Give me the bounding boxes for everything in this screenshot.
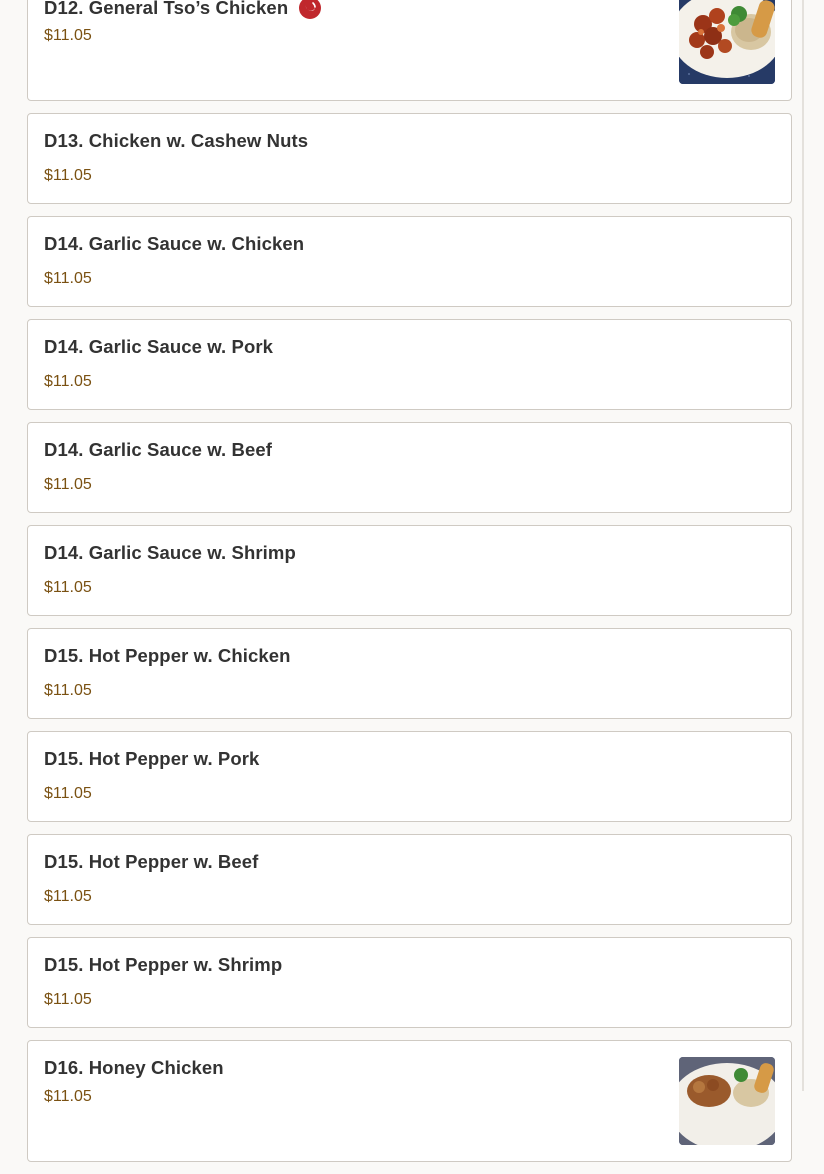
menu-item-name: D15. Hot Pepper w. Beef bbox=[44, 851, 259, 872]
menu-item-header bbox=[44, 645, 291, 667]
menu-item-list bbox=[27, 0, 792, 1174]
menu-item-card[interactable] bbox=[27, 0, 792, 101]
menu-item-price: $11.05 bbox=[44, 476, 92, 493]
menu-item-header bbox=[44, 0, 322, 20]
menu-item-name: D14. Garlic Sauce w. Shrimp bbox=[44, 542, 296, 563]
menu-item-header bbox=[44, 130, 308, 152]
menu-item-card[interactable] bbox=[27, 628, 792, 719]
menu-item-name: D12. General Tso’s Chicken bbox=[44, 0, 289, 18]
menu-item-card[interactable] bbox=[27, 525, 792, 616]
menu-item-photo bbox=[679, 0, 775, 84]
menu-item-card[interactable] bbox=[27, 216, 792, 307]
menu-item-header bbox=[44, 851, 258, 873]
menu-item-name: D15. Hot Pepper w. Chicken bbox=[44, 645, 291, 666]
menu-item-price: $11.05 bbox=[44, 991, 92, 1008]
menu-item-price: $11.05 bbox=[44, 27, 92, 44]
menu-item-name: D14. Garlic Sauce w. Chicken bbox=[44, 233, 305, 254]
menu-item-photo bbox=[679, 1057, 775, 1145]
menu-item-card[interactable] bbox=[27, 1040, 792, 1162]
menu-item-card[interactable] bbox=[27, 422, 792, 513]
menu-item-price: $11.05 bbox=[44, 888, 92, 905]
menu-item-price: $11.05 bbox=[44, 579, 92, 596]
menu-item-header bbox=[44, 336, 273, 358]
menu-item-name: D15. Hot Pepper w. Shrimp bbox=[44, 954, 283, 975]
menu-item-card[interactable] bbox=[27, 113, 792, 204]
menu-item-card[interactable] bbox=[27, 731, 792, 822]
menu-item-name: D14. Garlic Sauce w. Beef bbox=[44, 439, 273, 460]
menu-item-price: $11.05 bbox=[44, 1088, 92, 1105]
menu-item-card[interactable] bbox=[27, 834, 792, 925]
menu-item-header bbox=[44, 439, 272, 461]
menu-item-name: D13. Chicken w. Cashew Nuts bbox=[44, 130, 309, 151]
page-scroll-edge bbox=[802, 0, 804, 1091]
menu-item-header bbox=[44, 954, 282, 976]
menu-item-price: $11.05 bbox=[44, 373, 92, 390]
menu-item-name: D16. Honey Chicken bbox=[44, 1057, 224, 1078]
menu-item-header bbox=[44, 233, 304, 255]
menu-item-name: D14. Garlic Sauce w. Pork bbox=[44, 336, 274, 357]
menu-item-price: $11.05 bbox=[44, 270, 92, 287]
hot-pepper-icon bbox=[298, 0, 322, 20]
menu-item-price: $11.05 bbox=[44, 682, 92, 699]
menu-item-name: D15. Hot Pepper w. Pork bbox=[44, 748, 260, 769]
menu-item-price: $11.05 bbox=[44, 167, 92, 184]
menu-item-price: $11.05 bbox=[44, 785, 92, 802]
menu-item-card[interactable] bbox=[27, 319, 792, 410]
menu-item-header bbox=[44, 542, 296, 564]
menu-item-header bbox=[44, 1057, 224, 1079]
menu-item-card[interactable] bbox=[27, 937, 792, 1028]
menu-item-header bbox=[44, 748, 259, 770]
